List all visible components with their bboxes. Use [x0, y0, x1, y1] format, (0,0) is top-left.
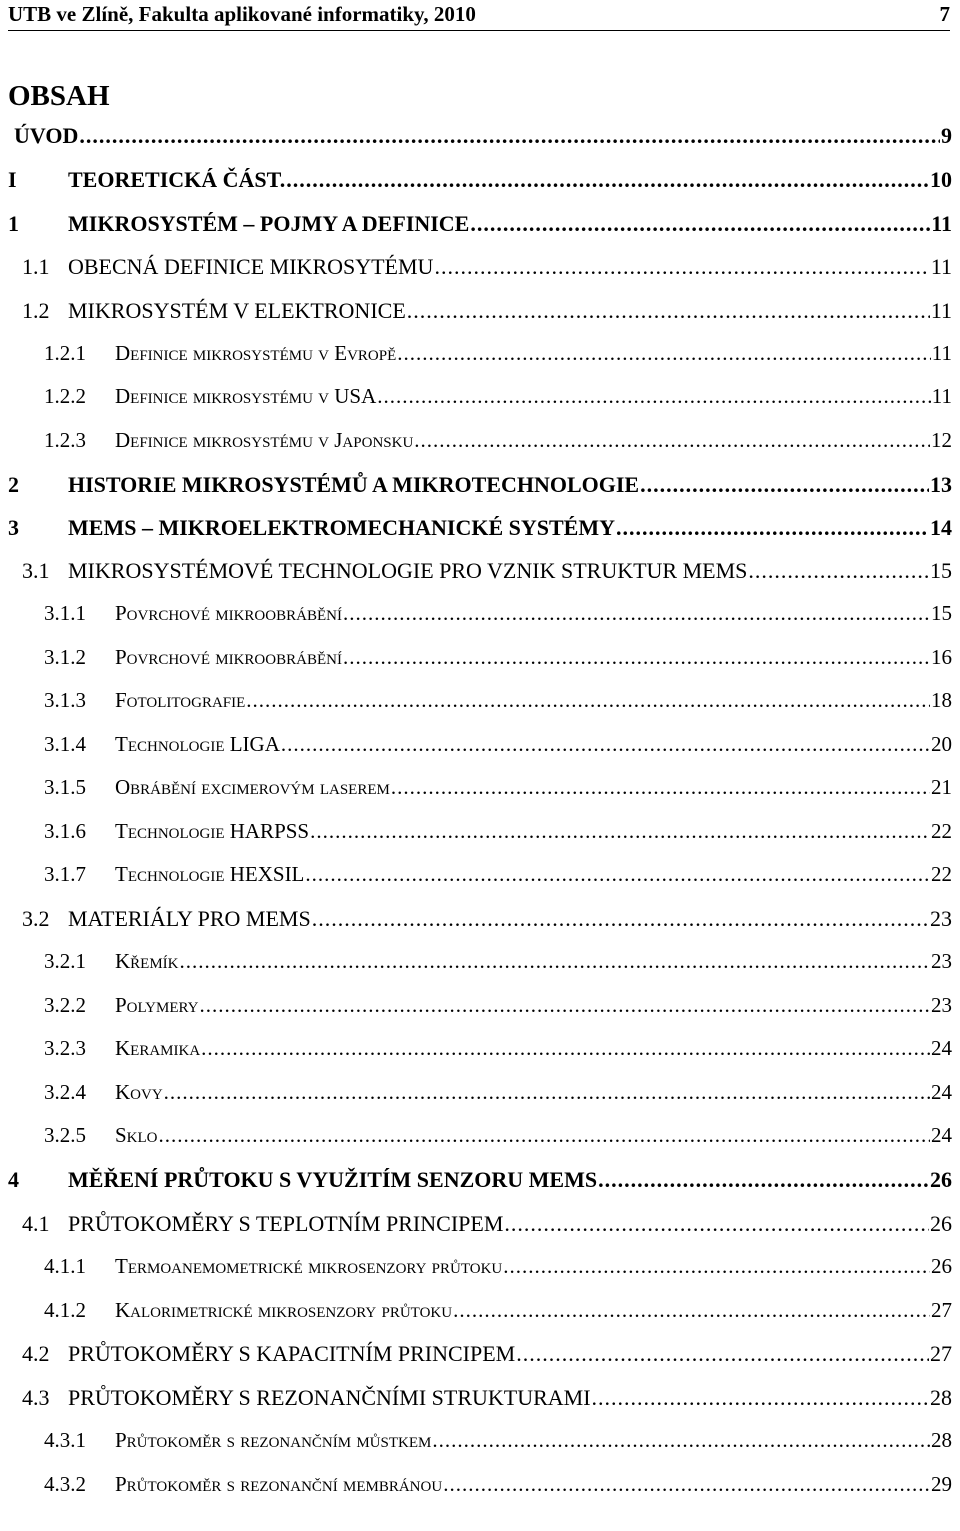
toc-entry-page: 18: [931, 688, 952, 712]
dot-leader: [598, 1167, 929, 1193]
dot-leader: [434, 254, 929, 280]
toc-entry-page: 22: [931, 862, 952, 886]
toc-entry-title: MIKROSYSTÉM – POJMY A DEFINICE: [68, 211, 470, 236]
toc-entry-number: 4.1.1: [44, 1254, 86, 1278]
dot-leader: [748, 558, 929, 584]
dot-leader: [343, 601, 930, 626]
toc-entry[interactable]: [0, 1211, 960, 1241]
toc-entry[interactable]: [0, 1472, 960, 1502]
toc-entry-number: 1.1: [22, 254, 50, 279]
dot-leader: [201, 1036, 930, 1061]
toc-entry-number: 1.2.3: [44, 428, 86, 452]
toc-entry[interactable]: [0, 515, 960, 545]
dot-leader: [503, 1254, 930, 1279]
toc-entry-page: 26: [930, 1211, 952, 1236]
toc-entry-page: 27: [930, 1341, 952, 1366]
toc-entry-number: 2: [8, 472, 19, 497]
toc-entry-page: 11: [930, 254, 952, 279]
toc-entry-number: 3.2.3: [44, 1036, 86, 1060]
toc-entry-title: Kalorimetrické mikrosenzory průtoku: [115, 1298, 453, 1322]
toc-entry-page: 11: [931, 384, 952, 408]
toc-entry-number: 4.1.2: [44, 1298, 86, 1322]
toc-entry-page: 28: [931, 1428, 952, 1452]
toc-entry-page: 12: [931, 428, 952, 452]
toc-entry-number: I: [8, 167, 17, 192]
toc-entry-number: 4.3.1: [44, 1428, 86, 1452]
toc-entry[interactable]: [0, 1385, 960, 1415]
toc-entry-title: Povrchové mikroobrábění: [115, 601, 342, 625]
toc-entry-page: 24: [931, 1080, 952, 1104]
toc-entry-page: 10: [930, 167, 952, 192]
toc-entry-page: 15: [931, 601, 952, 625]
toc-entry-page: 22: [931, 819, 952, 843]
toc-entry-number: 1.2.2: [44, 384, 86, 408]
toc-entry-title: TEORETICKÁ ČÁST.: [68, 167, 286, 192]
toc-entry-title: Keramika: [115, 1036, 201, 1060]
toc-entry-title: PRŮTOKOMĚRY S TEPLOTNÍM PRINCIPEM: [68, 1211, 504, 1236]
toc-entry-page: 23: [931, 949, 952, 973]
toc-entry-page: 14: [930, 515, 952, 540]
toc-entry-page: 24: [931, 1123, 952, 1147]
toc-entry-title: MATERIÁLY PRO MEMS: [68, 906, 311, 931]
toc-entry[interactable]: [0, 1298, 960, 1328]
toc-entry-number: 3.1: [22, 558, 50, 583]
dot-leader: [246, 688, 930, 713]
dot-leader: [180, 949, 931, 974]
toc-entry-page: 28: [930, 1385, 952, 1410]
toc-entry-title: Definice mikrosystému v Evropě: [115, 341, 397, 365]
toc-entry[interactable]: [0, 384, 960, 414]
dot-leader: [200, 993, 930, 1018]
toc-entry-title: PRŮTOKOMĚRY S REZONANČNÍMI STRUKTURAMI: [68, 1385, 591, 1410]
dot-leader: [286, 167, 929, 193]
toc-entry-title: MĚŘENÍ PRŮTOKU S VYUŽITÍM SENZORU MEMS: [68, 1167, 598, 1192]
toc-entry[interactable]: [0, 167, 960, 197]
dot-leader: [305, 862, 930, 887]
toc-entry-number: 4.1: [22, 1211, 50, 1236]
toc-entry-title: Technologie LIGA: [115, 732, 280, 756]
toc-entry-page: 13: [930, 472, 952, 497]
toc-entry-page: 20: [931, 732, 952, 756]
toc-entry-page: 24: [931, 1036, 952, 1060]
toc-entry-number: 4.3.2: [44, 1472, 86, 1496]
toc-entry-number: 3.1.2: [44, 645, 86, 669]
toc-entry-title: Fotolitografie: [115, 688, 246, 712]
toc-entry[interactable]: [0, 732, 960, 762]
dot-leader: [159, 1123, 930, 1148]
toc-entry[interactable]: [0, 558, 960, 588]
dot-leader: [414, 428, 930, 453]
toc-entry-title: Definice mikrosystému v Japonsku: [115, 428, 414, 452]
dot-leader: [312, 906, 929, 932]
toc-entry-page: 9: [941, 123, 952, 148]
toc-entry[interactable]: [0, 688, 960, 718]
toc-entry-page: 11: [931, 211, 952, 236]
toc-entry-title: Technologie HARPSS: [115, 819, 310, 843]
toc-entry-title: MIKROSYSTÉMOVÉ TECHNOLOGIE PRO VZNIK STRUKTUR MEMS: [68, 558, 748, 583]
page-header: [8, 0, 950, 31]
toc-entry-title: MEMS – MIKROELEKTROMECHANICKÉ SYSTÉMY: [68, 515, 615, 540]
toc-entry-title: Termoanemometrické mikrosenzory průtoku: [115, 1254, 503, 1278]
toc-entry[interactable]: [0, 1341, 960, 1371]
toc-entry[interactable]: [0, 1036, 960, 1066]
dot-leader: [397, 341, 931, 366]
toc-entry-number: 4.3: [22, 1385, 50, 1410]
dot-leader: [616, 515, 929, 541]
toc-entry-number: 1.2.1: [44, 341, 86, 365]
toc-entry-number: 1: [8, 211, 19, 236]
toc-entry-title: Povrchové mikroobrábění: [115, 645, 342, 669]
toc-entry[interactable]: [0, 775, 960, 805]
toc-entry[interactable]: [0, 254, 960, 284]
toc-entry-number: 1.2: [22, 298, 50, 323]
toc-entry[interactable]: [0, 298, 960, 328]
toc-entry-number: 3.1.6: [44, 819, 86, 843]
toc-entry[interactable]: [0, 211, 960, 241]
toc-entry-page: 26: [930, 1167, 952, 1192]
toc-entry[interactable]: [0, 472, 960, 502]
toc-entry-title: Kovy: [115, 1080, 163, 1104]
dot-leader: [310, 819, 930, 844]
toc-entry[interactable]: [0, 862, 960, 892]
toc-entry[interactable]: [0, 1123, 960, 1153]
toc-entry-number: 3.1.4: [44, 732, 86, 756]
toc-entry-number: 3.1.5: [44, 775, 86, 799]
toc-entry-title: OBECNÁ DEFINICE MIKROSYTÉMU: [68, 254, 434, 279]
toc-entry-title: Průtokoměr s rezonanční membránou: [115, 1472, 443, 1496]
dot-leader: [391, 775, 930, 800]
header-page-number: 7: [939, 2, 950, 26]
toc-entry-number: 3.1.3: [44, 688, 86, 712]
toc-entry-number: 3.2: [22, 906, 50, 931]
toc-heading: OBSAH: [8, 80, 110, 112]
dot-leader: [443, 1472, 930, 1497]
toc-entry-page: 29: [931, 1472, 952, 1496]
toc-entry-title: Polymery: [115, 993, 199, 1017]
toc-entry[interactable]: [0, 1428, 960, 1458]
dot-leader: [407, 298, 930, 324]
toc-entry-page: 11: [931, 341, 952, 365]
toc-entry[interactable]: [0, 123, 960, 153]
toc-entry-number: 3.2.2: [44, 993, 86, 1017]
toc-entry-number: 3.2.1: [44, 949, 86, 973]
toc-entry[interactable]: [0, 428, 960, 458]
toc-entry-title: Technologie HEXSIL: [115, 862, 305, 886]
toc-entry[interactable]: [0, 1254, 960, 1284]
toc-entry-title: HISTORIE MIKROSYSTÉMŮ A MIKROTECHNOLOGIE: [68, 472, 640, 497]
toc-entry-number: 3.2.4: [44, 1080, 86, 1104]
toc-entry-page: 16: [931, 645, 952, 669]
dot-leader: [640, 472, 929, 498]
toc-entry[interactable]: [0, 993, 960, 1023]
toc-entry-title: PRŮTOKOMĚRY S KAPACITNÍM PRINCIPEM: [68, 1341, 516, 1366]
toc-entry-title: Průtokoměr s rezonančním můstkem: [115, 1428, 432, 1452]
toc-entry-page: 21: [931, 775, 952, 799]
toc-entry-page: 11: [930, 298, 952, 323]
toc-entry-number: 3.2.5: [44, 1123, 86, 1147]
dot-leader: [470, 211, 930, 237]
toc-entry-page: 26: [931, 1254, 952, 1278]
dot-leader: [516, 1341, 929, 1367]
dot-leader: [504, 1211, 929, 1237]
toc-entry[interactable]: [0, 949, 960, 979]
toc-entry-page: 23: [931, 993, 952, 1017]
toc-entry-number: 4.2: [22, 1341, 50, 1366]
toc-entry[interactable]: [0, 1167, 960, 1197]
dot-leader: [432, 1428, 930, 1453]
toc-entry-page: 15: [930, 558, 952, 583]
toc-entry[interactable]: [0, 906, 960, 936]
toc-entry-title: Křemík: [115, 949, 179, 973]
toc-entry-number: 4: [8, 1167, 19, 1192]
header-title: UTB ve Zlíně, Fakulta aplikované informatiky, 2010: [8, 2, 476, 26]
toc-entry-number: 3.1.1: [44, 601, 86, 625]
toc-entry-page: 23: [930, 906, 952, 931]
toc-entry-title: ÚVOD: [14, 123, 79, 148]
dot-leader: [79, 123, 940, 149]
dot-leader: [164, 1080, 930, 1105]
toc-entry-title: Obrábění excimerovým laserem: [115, 775, 390, 799]
toc-entry-title: Definice mikrosystému v USA: [115, 384, 377, 408]
toc-entry-title: MIKROSYSTÉM V ELEKTRONICE: [68, 298, 406, 323]
dot-leader: [592, 1385, 929, 1411]
toc-entry[interactable]: [0, 819, 960, 849]
toc-entry-page: 27: [931, 1298, 952, 1322]
toc-entry[interactable]: [0, 1080, 960, 1110]
toc-entry[interactable]: [0, 645, 960, 675]
dot-leader: [453, 1298, 930, 1323]
toc-entry[interactable]: [0, 341, 960, 371]
toc-entry-number: 3: [8, 515, 19, 540]
dot-leader: [281, 732, 930, 757]
toc-entry[interactable]: [0, 601, 960, 631]
toc-entry-title: Sklo: [115, 1123, 158, 1147]
dot-leader: [343, 645, 930, 670]
dot-leader: [377, 384, 930, 409]
toc-entry-number: 3.1.7: [44, 862, 86, 886]
